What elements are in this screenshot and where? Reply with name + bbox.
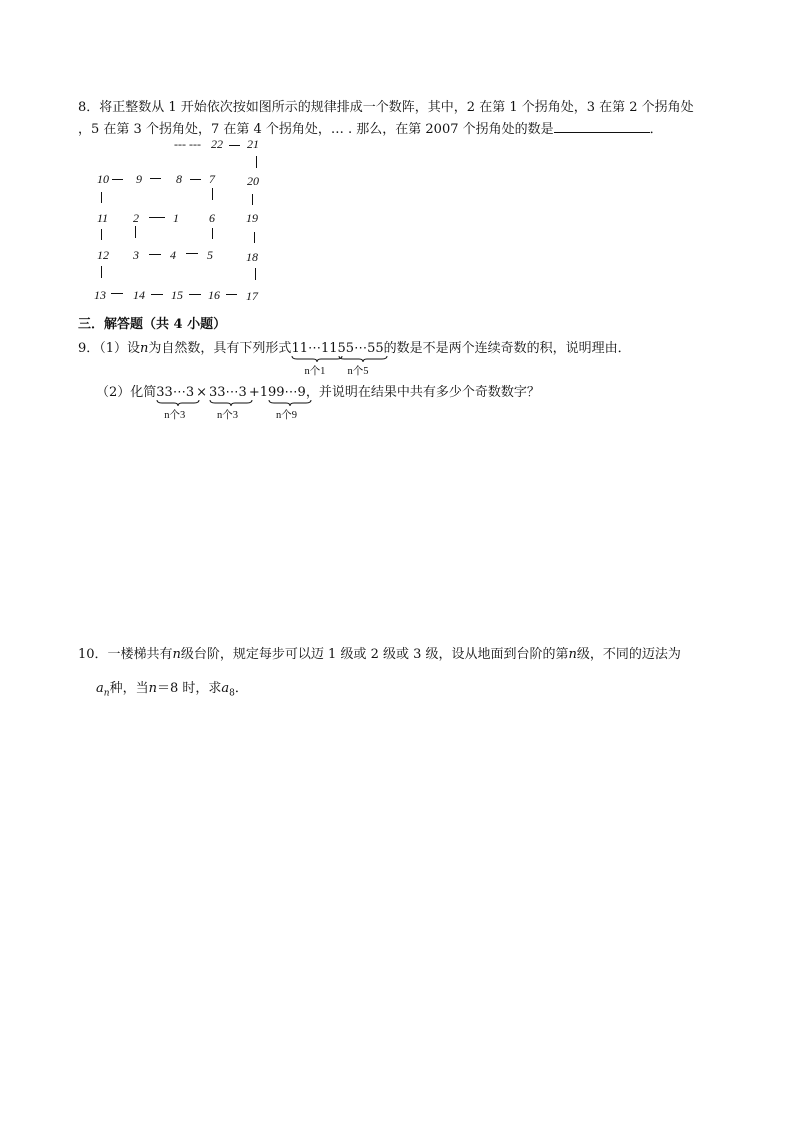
grid-line bbox=[190, 179, 201, 180]
q10-line1 bbox=[78, 643, 681, 662]
grid-num-18: 18 bbox=[246, 250, 258, 264]
grid-num-3: 3 bbox=[133, 248, 139, 262]
grid-num-4: 4 bbox=[170, 248, 176, 262]
grid-line bbox=[186, 253, 198, 254]
underbrace-icon bbox=[338, 355, 388, 363]
grid-line bbox=[135, 226, 136, 238]
q10-l2-c: ＝8 时，求 bbox=[156, 681, 222, 696]
q9-under1: n个3 bbox=[164, 410, 186, 421]
q9-num-ones bbox=[291, 341, 338, 377]
q10-l1-b: 级台阶，规定每步可以迈 1 级或 2 级或 3 级，设从地面到台阶的第 bbox=[180, 647, 569, 662]
q9-p1-var: n bbox=[140, 341, 149, 356]
q10-l2-var: n bbox=[148, 681, 157, 696]
q10-a-sub: n bbox=[103, 688, 110, 699]
q9-under-ones: n个1 bbox=[304, 366, 326, 377]
grid-line bbox=[149, 254, 161, 255]
grid-num-12: 12 bbox=[97, 248, 109, 262]
answer-blank bbox=[554, 120, 650, 133]
grid-num-13: 13 bbox=[94, 288, 106, 302]
underbrace-icon bbox=[209, 399, 253, 407]
grid-num-21: 21 bbox=[247, 137, 259, 151]
grid-line bbox=[226, 294, 237, 295]
grid-num-6: 6 bbox=[209, 211, 215, 225]
q10-l2-e: ． bbox=[234, 681, 248, 696]
q9-p1-suffix: 的数是不是两个连续奇数的积，说明理由． bbox=[383, 341, 631, 356]
q9-term1-text: 33⋯3 bbox=[156, 385, 195, 400]
grid-line bbox=[101, 266, 102, 278]
q9-term3 bbox=[268, 385, 306, 421]
grid-line bbox=[255, 268, 256, 280]
q9-p1-prefix: 9．（1）设 bbox=[78, 341, 141, 356]
q8-line2-end: ． bbox=[649, 122, 663, 137]
times-sign: × bbox=[196, 385, 208, 400]
q9-p2-suffix: ，并说明在结果中共有多少个奇数数字？ bbox=[305, 385, 540, 400]
grid-line bbox=[212, 228, 213, 239]
grid-num-15: 15 bbox=[171, 288, 183, 302]
q9-p1-mid: 为自然数，具有下列形式 bbox=[148, 341, 292, 356]
q10-a-var: a bbox=[96, 681, 104, 696]
q9-term3-text: 99⋯9 bbox=[268, 385, 306, 400]
grid-line bbox=[150, 178, 161, 179]
grid-num-17: 17 bbox=[246, 289, 258, 303]
grid-num-19: 19 bbox=[246, 211, 258, 225]
underbrace-icon bbox=[291, 355, 343, 363]
grid-num-7: 7 bbox=[209, 172, 215, 186]
grid-dots: --- --- bbox=[174, 137, 201, 151]
grid-num-22: 22 bbox=[211, 137, 223, 151]
q10-l1-c: 级，不同的迈法为 bbox=[576, 647, 681, 662]
grid-line bbox=[111, 293, 123, 294]
q9-under2: n个3 bbox=[217, 410, 239, 421]
q9-part2 bbox=[96, 381, 540, 421]
q10-l1-a: 10．一楼梯共有 bbox=[78, 647, 173, 662]
plus-one: +1 bbox=[248, 385, 269, 400]
q9-part1 bbox=[78, 337, 631, 377]
grid-line bbox=[229, 145, 240, 146]
q10-a8-var: a bbox=[221, 681, 230, 696]
grid-line bbox=[112, 179, 123, 180]
q10-a8-sub: 8 bbox=[229, 688, 235, 699]
underbrace-icon bbox=[268, 399, 312, 407]
q9-term1 bbox=[156, 385, 195, 421]
grid-num-11: 11 bbox=[97, 211, 109, 225]
q9-term2 bbox=[209, 385, 247, 421]
grid-line bbox=[189, 294, 201, 295]
grid-line bbox=[151, 294, 163, 295]
q9-p2-prefix: （2）化简 bbox=[96, 385, 157, 400]
underbrace-icon bbox=[156, 399, 200, 407]
grid-num-2: 2 bbox=[133, 211, 139, 225]
q9-term2-text: 33⋯3 bbox=[209, 385, 247, 400]
q10-l1-var1: n bbox=[172, 647, 181, 662]
q8-line1: 8．将正整数从 1 开始依次按如图所示的规律排成一个数阵，其中，2 在第 1 个拐角处，3 在第 2 个拐角处 bbox=[78, 100, 694, 115]
q8-line2 bbox=[78, 118, 663, 137]
q9-num-fives bbox=[337, 341, 384, 377]
grid-line bbox=[149, 217, 165, 218]
q8-line2-text: ，5 在第 3 个拐角处，7 在第 4 个拐角处，… . 那么，在第 2007 个拐角处的数是 bbox=[78, 122, 554, 137]
grid-line bbox=[252, 194, 253, 205]
section-heading: 三．解答题（共 4 小题） bbox=[78, 317, 227, 332]
q9-under3: n个9 bbox=[276, 410, 298, 421]
grid-line bbox=[256, 156, 257, 168]
grid-num-10: 10 bbox=[97, 172, 109, 186]
grid-line bbox=[254, 232, 255, 243]
q10-l1-var2: n bbox=[568, 647, 577, 662]
q9-num-fives-text: 55⋯55 bbox=[337, 341, 384, 356]
q10-line2 bbox=[96, 677, 248, 699]
grid-num-8: 8 bbox=[176, 172, 182, 186]
grid-num-9: 9 bbox=[136, 172, 142, 186]
grid-num-1: 1 bbox=[173, 211, 179, 225]
q10-l2-b: 种，当 bbox=[109, 681, 149, 696]
grid-line bbox=[101, 229, 102, 240]
grid-line bbox=[212, 188, 213, 200]
grid-line bbox=[101, 192, 102, 203]
grid-num-16: 16 bbox=[208, 288, 220, 302]
grid-num-14: 14 bbox=[133, 288, 145, 302]
q9-num-ones-text: 11⋯11 bbox=[291, 341, 338, 356]
grid-num-5: 5 bbox=[207, 248, 213, 262]
q9-under-fives: n个5 bbox=[347, 366, 369, 377]
grid-num-20: 20 bbox=[247, 174, 259, 188]
